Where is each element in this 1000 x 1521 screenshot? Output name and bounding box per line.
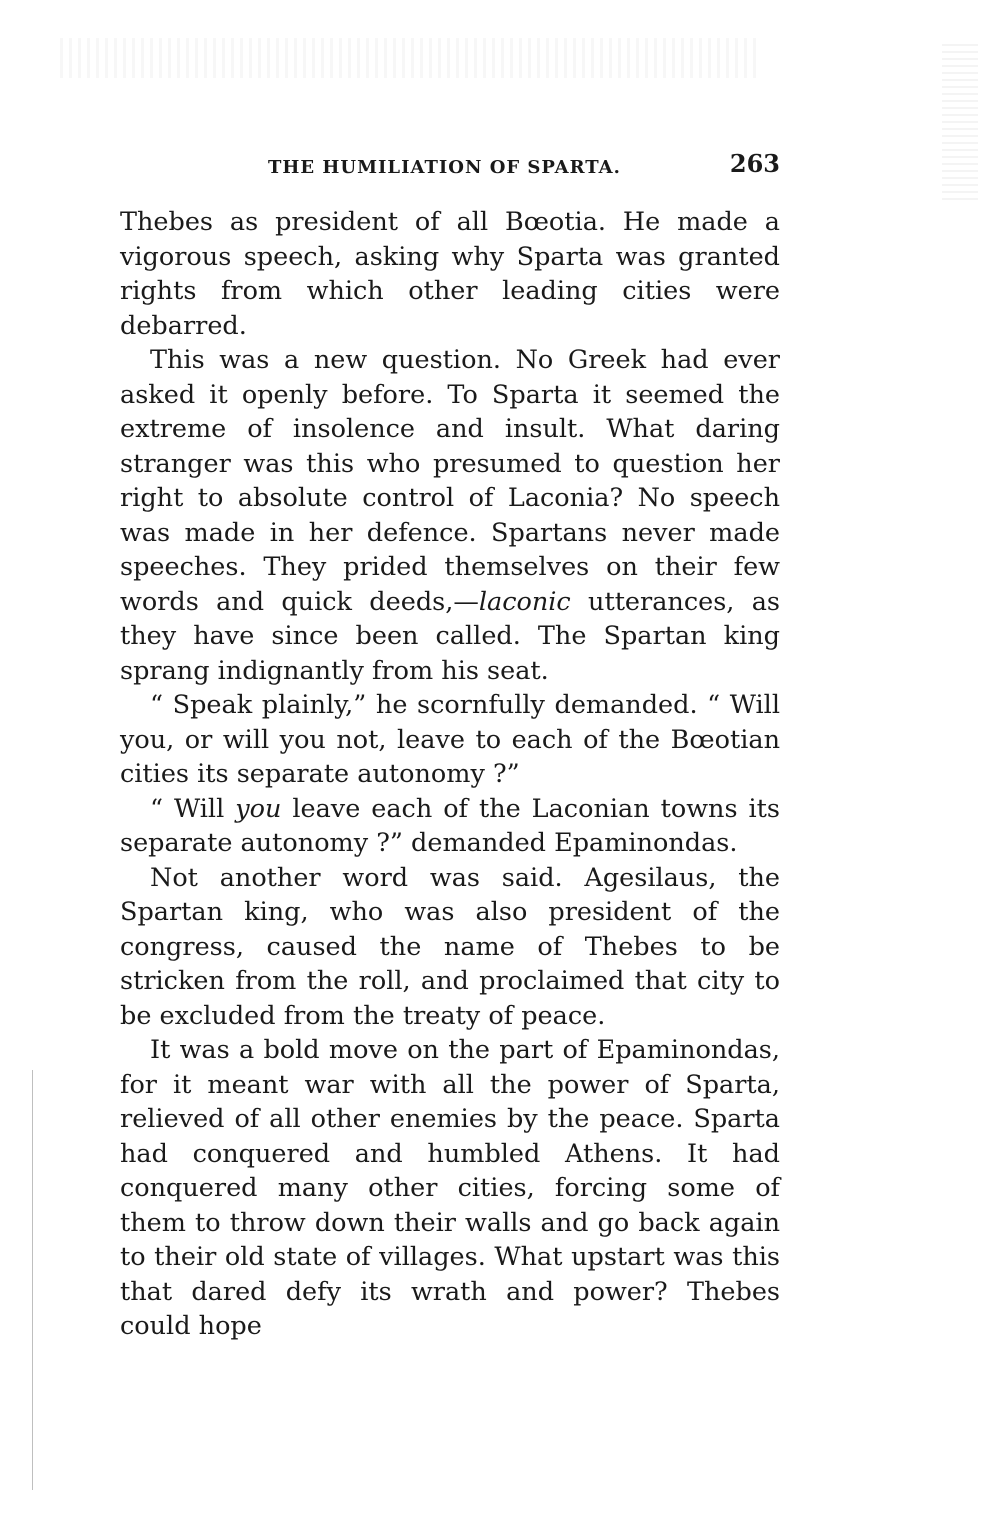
- text-run: utterances, as they have since been called. The Spartan king sprang indignantly from his seat.: [120, 586, 781, 686]
- text-run: “ Speak plainly,” he scornfully demanded. “ Will you, or will you not, leave to each of the Bœotian cities its separate autonomy ?”: [120, 690, 780, 789]
- text-run: “ Will: [150, 793, 236, 824]
- text-run: It was a bold move on the part of Epaminondas, for it meant war with all the power of Sparta, relieved of all other enemies by the peace. Sparta had conquered and humbled Athens. It had conquered many other cities, forcing some of them to throw down their walls and go back again to their old state of villages. What upstart was this that dared defy its wrath and power? Thebes could hope: [120, 1035, 780, 1341]
- paragraph: [120, 1033, 780, 1344]
- italic-word: laconic: [478, 586, 571, 617]
- text-run: This was a new question. No Greek had ever asked it openly before. To Sparta it seemed the extreme of insolence and insult. What daring stranger was this who presumed to question her right to absolute control of Laconia? No speech was made in her defence. Spartans never made speeches. They prided themselves on their few words and quick deeds,—: [120, 345, 780, 617]
- body-text: [120, 205, 780, 1344]
- paragraph: [120, 343, 780, 688]
- text-run: Thebes as president of all Bœotia. He made a vigorous speech, asking why Sparta was granted rights from which other leading cities were debarred.: [120, 207, 780, 341]
- page-edge-line: [32, 1070, 33, 1490]
- bleed-through-noise-right: [942, 40, 978, 200]
- running-head: THE HUMILIATION OF SPARTA.: [268, 157, 621, 178]
- page-header: [120, 145, 780, 185]
- text-run: leave each of the Laconian towns its separate autonomy ?” demanded Epaminondas.: [120, 793, 780, 858]
- text-run: Not another word was said. Agesilaus, the Spartan king, who was also president of the congress, caused the name of Thebes to be stricken from the roll, and proclaimed that city to be excluded from the treaty of peace.: [120, 862, 780, 1031]
- paragraph: [120, 688, 780, 792]
- paragraph: [120, 861, 780, 1034]
- bleed-through-noise-top: [60, 38, 760, 78]
- page-number: 263: [729, 149, 780, 178]
- paragraph: [120, 792, 780, 861]
- italic-word: you: [235, 793, 282, 824]
- paragraph: [120, 205, 780, 343]
